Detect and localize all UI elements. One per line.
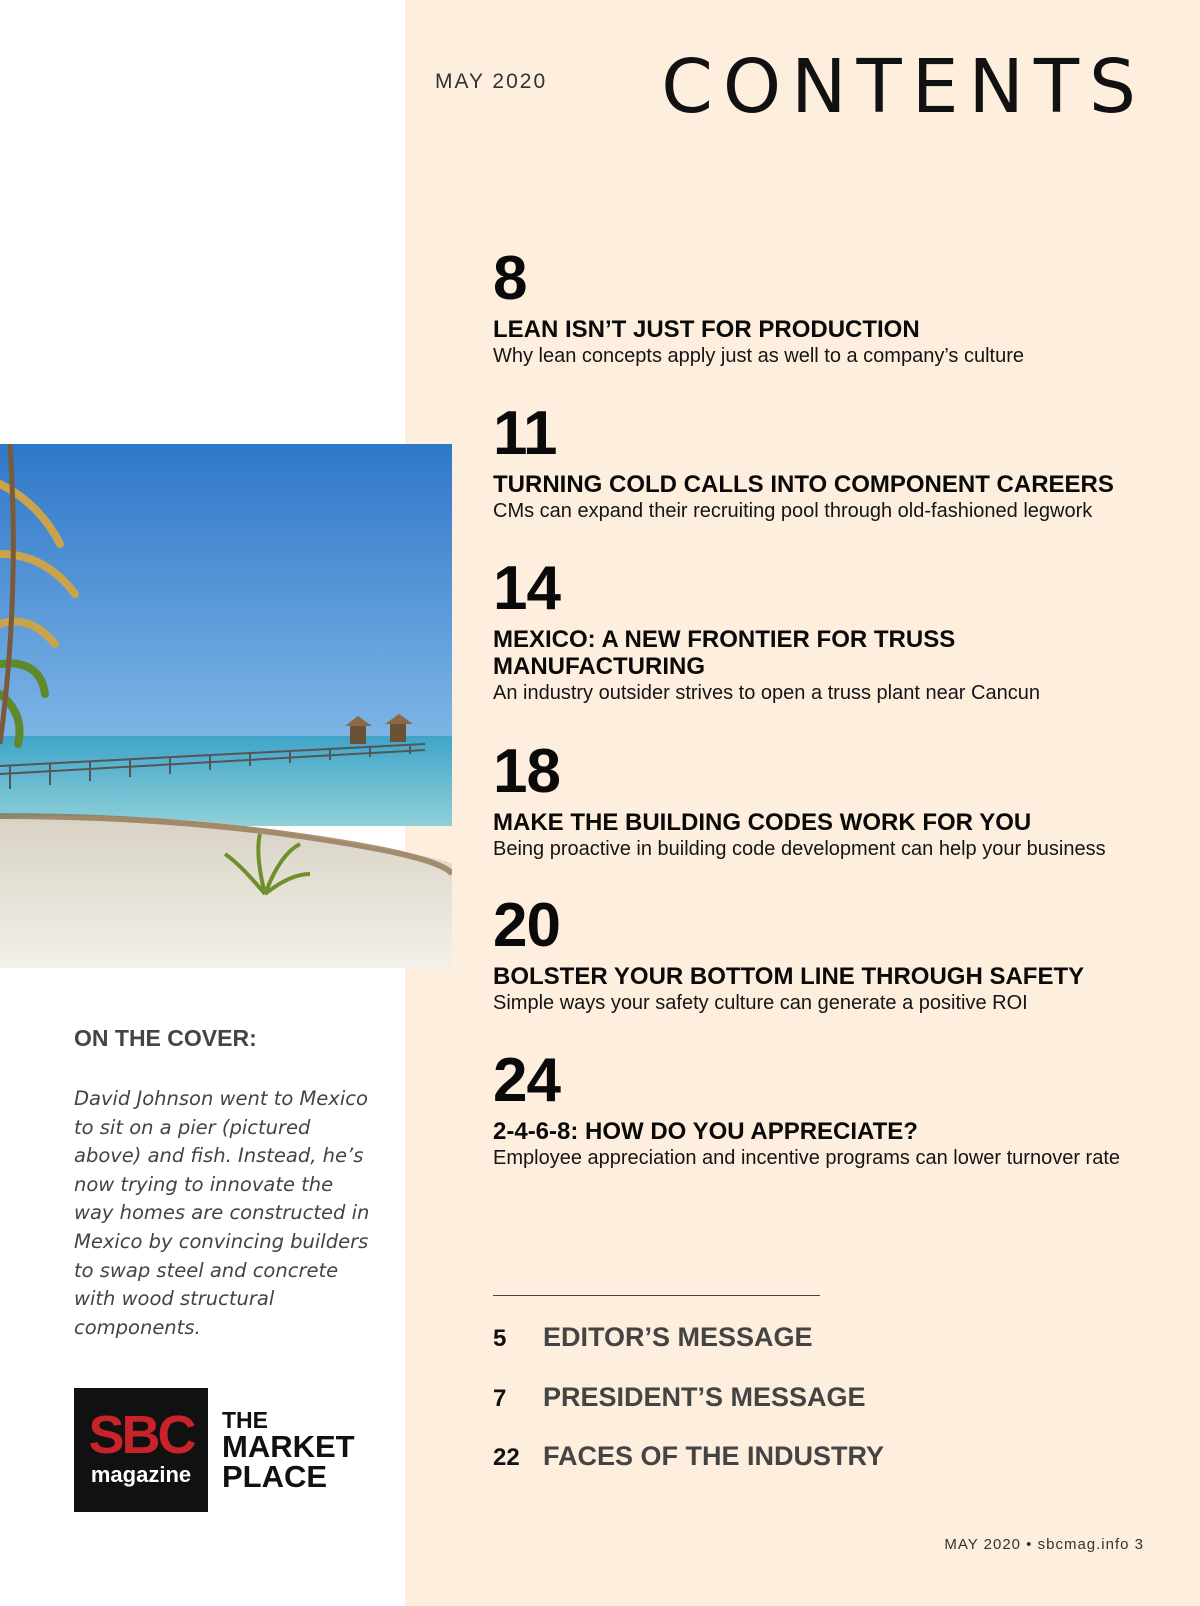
feature-subhead: CMs can expand their recruiting pool through old-fashioned legwork	[493, 500, 1093, 522]
feature-headline[interactable]: BOLSTER YOUR BOTTOM LINE THROUGH SAFETY	[493, 963, 1085, 990]
feature-headline[interactable]: MAKE THE BUILDING CODES WORK FOR YOU	[493, 809, 1032, 836]
cover-photo	[0, 444, 452, 968]
cover-label: ON THE COVER:	[74, 1025, 257, 1051]
feature-headline[interactable]: TURNING COLD CALLS INTO COMPONENT CAREERS	[493, 471, 1114, 498]
department-entry[interactable]	[493, 1441, 884, 1472]
feature-page-number: 8	[493, 244, 527, 313]
feature-subhead: Why lean concepts apply just as well to a company’s culture	[493, 345, 1025, 367]
feature-subhead: Simple ways your safety culture can generate a positive ROI	[493, 992, 1028, 1014]
issue-date: MAY 2020	[435, 70, 548, 93]
department-entry[interactable]	[493, 1382, 866, 1413]
department-entry[interactable]	[493, 1322, 813, 1353]
cover-description: David Johnson went to Mexico to sit on a pier (pictured above) and fish. Instead, he’s now trying to innovate the way homes are constructed in Mexico by convincing builders to swap steel and concrete with wood structural components.	[74, 1087, 370, 1339]
feature-entry[interactable]	[493, 399, 1173, 524]
department-page-number: 7	[493, 1385, 507, 1412]
feature-entry[interactable]	[493, 554, 1040, 706]
feature-page-number: 18	[493, 737, 560, 806]
sbc-magazine-logo[interactable]	[74, 1388, 208, 1512]
feature-page-number: 11	[493, 399, 557, 468]
department-label[interactable]: FACES OF THE INDUSTRY	[543, 1441, 885, 1471]
feature-page-number: 14	[493, 554, 560, 623]
logo-caption	[222, 1408, 355, 1492]
feature-entry[interactable]	[493, 737, 1173, 862]
feature-headline[interactable]: 2-4-6-8: HOW DO YOU APPRECIATE?	[493, 1118, 918, 1145]
feature-subhead: Being proactive in building code development can help your business	[493, 838, 1106, 860]
page-title: CONTENTS	[661, 44, 1146, 130]
logo-magazine-text: magazine	[90, 1462, 192, 1487]
section-divider	[493, 1295, 820, 1296]
caption-line-3: PLACE	[222, 1459, 328, 1494]
feature-entry[interactable]	[493, 244, 1173, 369]
feature-subhead: An industry outsider strives to open a truss plant near Cancun	[493, 682, 1040, 704]
feature-page-number: 24	[493, 1046, 560, 1115]
caption-line-2: MARKET	[222, 1429, 355, 1464]
feature-subhead: Employee appreciation and incentive programs can lower turnover rate	[493, 1147, 1121, 1169]
caption-line-1: THE	[222, 1407, 268, 1433]
feature-entry[interactable]	[493, 891, 1173, 1016]
department-label[interactable]: PRESIDENT’S MESSAGE	[543, 1382, 866, 1412]
department-label[interactable]: EDITOR’S MESSAGE	[543, 1322, 813, 1352]
feature-entry[interactable]	[493, 1046, 1173, 1171]
page-folio: MAY 2020 • sbcmag.info 3	[944, 1536, 1144, 1553]
feature-headline[interactable]: LEAN ISN’T JUST FOR PRODUCTION	[493, 316, 920, 343]
feature-headline[interactable]: MEXICO: A NEW FRONTIER FOR TRUSS MANUFACTURING	[493, 626, 956, 680]
feature-page-number: 20	[493, 891, 560, 960]
department-page-number: 5	[493, 1325, 507, 1352]
department-page-number: 22	[493, 1444, 520, 1471]
logo-wordmark: SBC	[88, 1405, 194, 1465]
